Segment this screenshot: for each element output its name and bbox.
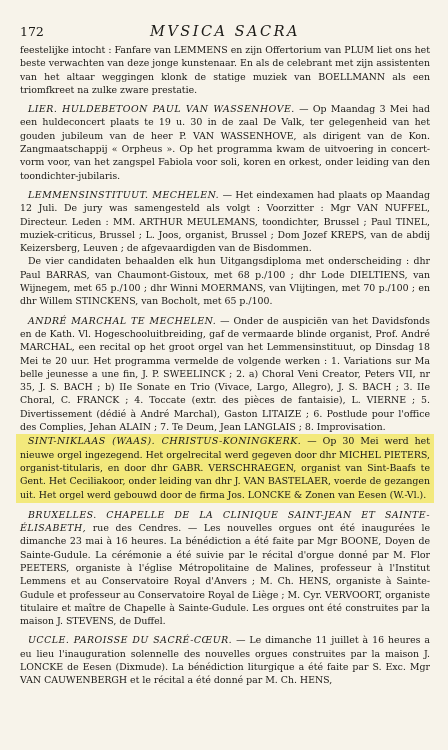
entry-heading: SINT-NIKLAAS (WAAS). CHRISTUS-KONINGKERK. — [28, 436, 302, 448]
page-header — [20, 24, 430, 40]
entry-text: — Op Maandag 3 Mei had een huldeconcert plaats te 19 u. 30 in de zaal De Valk, ter gelegenheid van het gouden jubileum van de heer P. VAN WASSENHOVE, als dirigent van de Kon. Zangmaatschappij « Orpheus ». Op het programma kwam de uitvoering in concert-vorm voor, van het zangspel Fabiola voor soli, koren en orkest, onder leiding van den toondichter-jubilaris. — [20, 104, 431, 182]
news-entry — [20, 634, 430, 687]
running-title: MVSICA SACRA — [149, 24, 301, 40]
entry-text: — Onder de auspiciën van het Davidsfonds en de Kath. Vl. Hogeschooluitbreiding, gaf de vermaarde blinde organist, Prof. André MARCHAL, een recital op het groot orgel van het Lemmensinstituut, op Dinsdag 18 Mei te 20 uur. Het programma vermelde de volgende werken : 1. Variations sur Ma belle jeunesse a une fin, J. P. SWEELINCK ; 2. a) Choral Veni Creator, Peters VII, nr 35, J. S. BACH ; b) IIe Sonate en Trio (Vivace, Largo, Allegro), J. S. BACH ; 3. IIe Choral, C. FRANCK ; 4. Toccate (extr. des pièces de fantaisie), L. VIERNE ; 5. Divertissement (dédié à André Marchal), Gaston LITAIZE ; 6. Postlude pour l'office des Complies, Jehan ALAIN ; 7. Te Deum, Jean LANGLAIS ; 8. Improvisation. — [20, 315, 430, 434]
news-entry — [20, 315, 430, 435]
paragraph: feestelijke intocht : Fanfare van LEMMENS en zijn Offertorium van PLUM liet ons het beste verwachten van deze jonge kunstenaar. En als de celebrant met zijn assistenten van het altaar weggingen klonk de statige muziek van BOELLMANN als een triomfkreet na zulke zware prestatie. — [20, 45, 430, 96]
body-text — [20, 44, 430, 688]
entry-heading: UCCLE. PAROISSE DU SACRÉ-CŒUR. — [28, 635, 233, 647]
entry-heading: LIER. HULDEBETOON PAUL VAN WASSENHOVE. — [28, 104, 295, 116]
entry-text: rue des Cendres. — Les nouvelles orgues ont été inaugurées le dimanche 23 mai à 16 heures. La bénédiction a été faite par Mgr BOONE, Doyen de Sainte-Gudule. La cérémonie a été suivie par le récital d'orgue donné par M. Flor PEETERS, organiste à l'église Métropolitaine de Malines, professeur à l'Institut Lemmens et au Conservatoire Royal d'Anvers ; M. Ch. HENS, organiste à Sainte-Gudule et professeur au Conservatoire Royal de Liège ; M. Cyr. VERVOORT, organiste titulaire et maître de Chapelle à Sainte-Gudule. Les orgues ont été construites par la maison J. STEVENS, de Duffel. — [20, 523, 430, 628]
paragraph: De vier candidaten behaalden elk hun Uitgangsdiploma met onderscheiding : dhr Paul BARRAS, van Chaumont-Gistoux, met 68 p./100 ; dhr Lode DIELTIENS, van Wijnegem, met 65 p./100 ; dhr Winni MOERMANS, van Vlijtingen, met 70 p./100 ; en dhr Willem STINCKENS, van Bocholt, met 65 p./100. — [20, 256, 430, 308]
entry-heading: LEMMENSINSTITUUT. MECHELEN. — [28, 189, 220, 201]
entry-heading: ANDRÉ MARCHAL TE MECHELEN. — [28, 315, 217, 327]
entry-heading: BRUXELLES. CHAPELLE DE LA CLINIQUE SAINT-JEAN ET SAINTE-ÉLISABETH, — [20, 509, 430, 535]
entry-text: — Le dimanche 11 juillet à 16 heures a eu lieu l'inauguration solennelle des nouvelles orgues construites par la maison J. LONCKE de Eesen (Dixmude). La bénédiction liturgique a été faite par S. Exc. Mgr VAN CAUWENBERGH et le récital a été donné par M. Ch. HENS, — [20, 635, 430, 687]
page-number: 172 — [20, 24, 44, 39]
news-entry — [20, 189, 430, 255]
entry-text: — Het eindexamen had plaats op Maandag 12 Juli. De jury was samengesteld als volgt : Voorzitter : Mgr VAN NUFFEL, Directeur. Leden : MM. ARTHUR MEULEMANS, toondichter, Brussel ; Paul TINEL, muziek-criticus, Brussel ; L. Joos, organist, Brussel ; Dom Jozef KREPS, van de abdij Keizersberg, Leuven ; de afgevaardigden van de Bisdommen. — [20, 189, 430, 255]
news-entry — [20, 103, 430, 183]
highlighted-entry — [16, 434, 434, 502]
entry-text: — Op 30 Mei werd het nieuwe orgel ingezegend. Het orgelrecital werd gegeven door dhr MICHEL PIETERS, organist-titularis, en door dhr GABR. VERSCHRAEGEN, organist van Sint-Baafs te Gent. Het Ceciliakoor, onder leiding van dhr J. VAN BASTELAER, voerde de gezangen uit. Het orgel werd gebouwd door de firma Jos. LONCKE & Zonen van Eesen (W.-Vl.). — [20, 436, 430, 501]
news-entry — [20, 509, 430, 629]
